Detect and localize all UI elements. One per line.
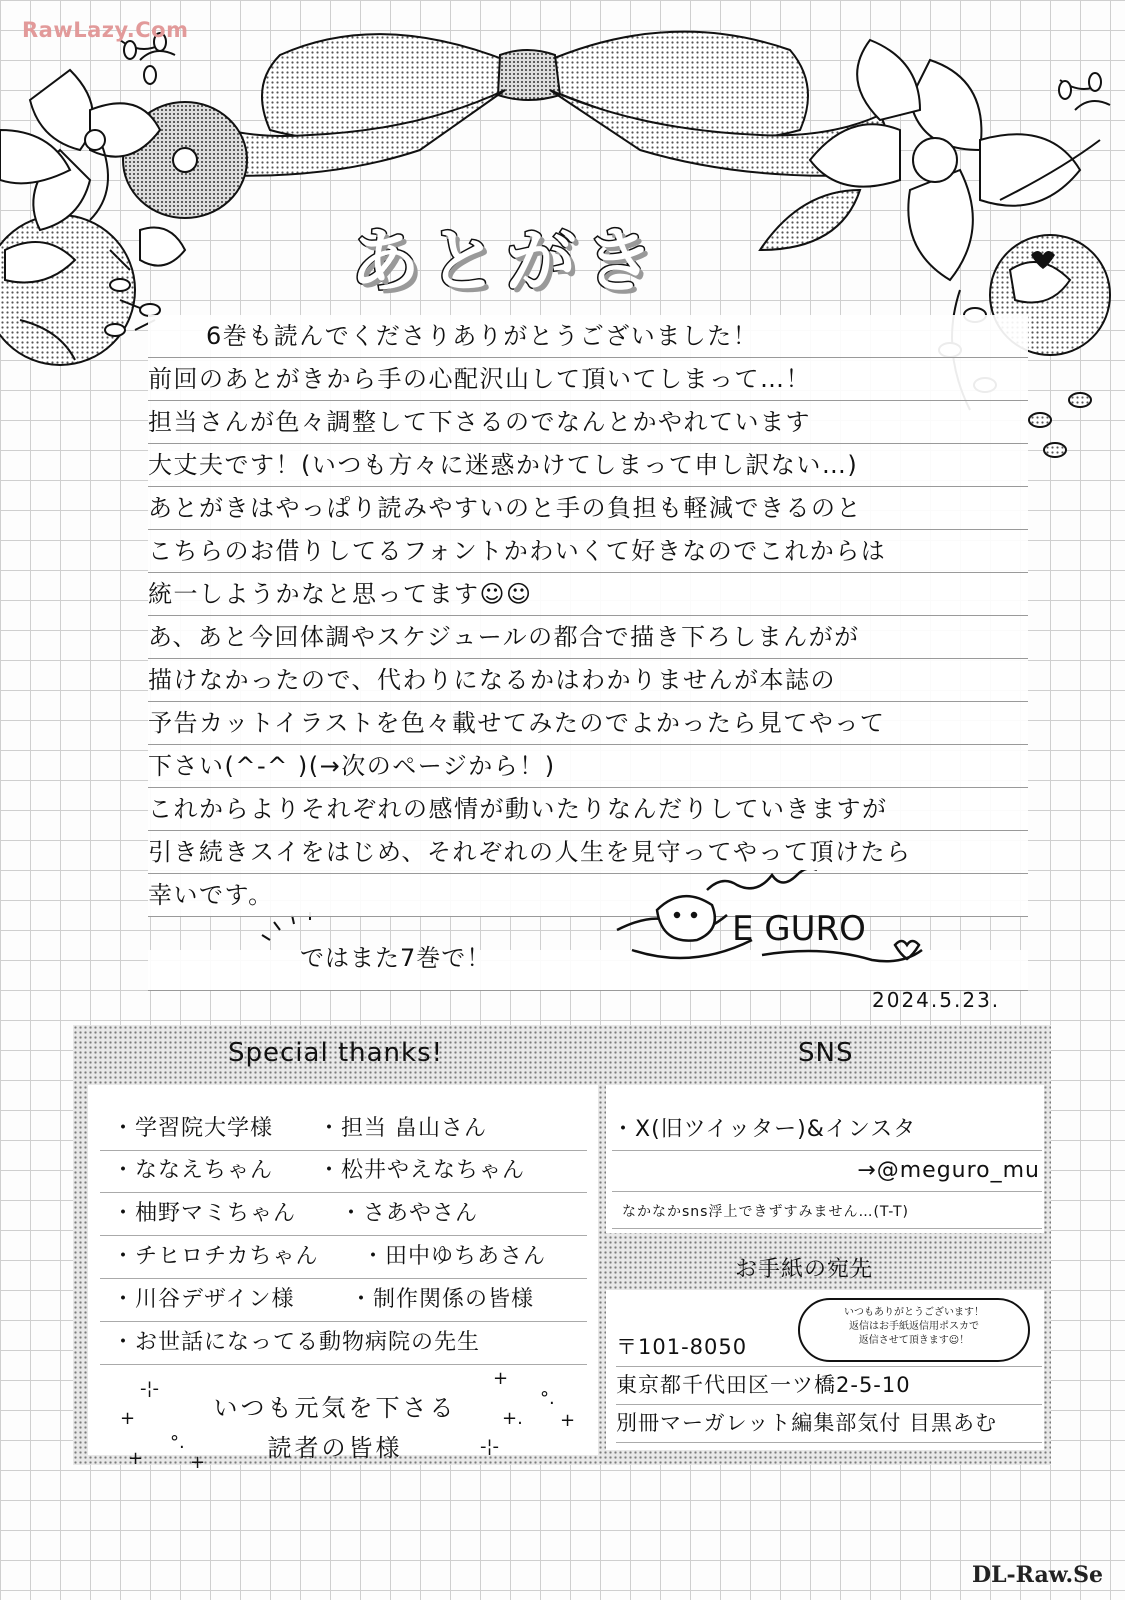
letter-line: 前回のあとがきから手の心配沢山して頂いてしまって…！	[148, 358, 1028, 401]
letter-date: 2024.5.23.	[872, 988, 1001, 1012]
thanks-name: ・ななえちゃん	[112, 1158, 274, 1183]
sparkle-icon: +	[128, 1448, 144, 1469]
thanks-name: ・さあやさん	[340, 1201, 479, 1226]
thanks-name: ・柚野マミちゃん	[112, 1201, 297, 1226]
letter-line: 大丈夫です！(いつも方々に迷惑かけてしまって申し訳ない…)	[148, 444, 1028, 487]
sparkle-icon: °.	[170, 1432, 185, 1453]
bubble-line: 返信させて頂きます☺！	[858, 1335, 970, 1346]
sparkle-icon: -¦-	[480, 1436, 500, 1457]
thanks-name: ・川谷デザイン様	[112, 1287, 295, 1312]
letter-line: あ、あと今回体調やスケジュールの都合で描き下ろしまんがが	[148, 616, 1028, 659]
letter-line: 6巻も読んでくださりありがとうございました！	[148, 315, 1028, 358]
mail-address: 東京都千代田区一ツ橋2-5-10	[616, 1366, 1042, 1405]
postal-code: 〒101-8050	[616, 1328, 1042, 1367]
thanks-row	[100, 1236, 587, 1279]
sparkle-icon: +	[190, 1452, 206, 1473]
letter-line: 担当さんが色々調整して下さるのでなんとかやれています	[148, 401, 1028, 444]
author-signature	[612, 870, 942, 980]
sns-heading: SNS	[798, 1038, 854, 1068]
sparkle-icon: +.	[502, 1408, 523, 1429]
ribbon-bow	[193, 32, 887, 176]
readers-line: 読者の皆様	[267, 1434, 403, 1462]
letter-line: 描けなかったので、代わりになるかはわかりませんが本誌の	[148, 659, 1028, 702]
page-title: あとがき	[350, 220, 662, 302]
letter-line: これからよりそれぞれの感情が動いたりなんだりしていきますが	[148, 788, 1028, 831]
letter-body	[148, 315, 1028, 917]
thanks-name: ・松井やえなちゃん	[318, 1158, 526, 1183]
sparkle-icon: +	[120, 1408, 136, 1429]
thanks-name: ・お世話になってる動物病院の先生	[112, 1330, 481, 1355]
sign-off-text: ではまた7巻で！	[300, 944, 492, 972]
letter-line: 予告カットイラストを色々載せてみたのでよかったら見てやって	[148, 702, 1028, 745]
thanks-row	[100, 1193, 587, 1236]
thanks-row	[100, 1150, 587, 1193]
letter-line: こちらのお借りしてるフォントかわいくて好きなのでこれからは	[148, 530, 1028, 573]
bubble-line: いつもありがとうございます！	[844, 1307, 984, 1318]
readers-line: いつも元気を下さる	[213, 1394, 457, 1422]
sparkle-icon: +	[560, 1410, 576, 1431]
mail-recipient: 別冊マーガレット編集部気付 目黒あむ	[616, 1404, 1042, 1443]
thanks-name: ・田中ゆちあさん	[362, 1244, 547, 1269]
mail-heading: お手紙の宛先	[735, 1257, 874, 1282]
sparkle-icon: -¦-	[140, 1378, 160, 1399]
thanks-row	[100, 1108, 587, 1151]
sns-accounts-label: ・X(旧ツイッター)&インスタ	[612, 1110, 1042, 1151]
letter-line: 引き続きスイをはじめ、それぞれの人生を見守ってやって頂けたら	[148, 831, 1028, 874]
thanks-name: ・学習院大学様	[112, 1116, 274, 1141]
thanks-name: ・制作関係の皆様	[350, 1287, 535, 1312]
bubble-line: 返信はお手紙返信用ポスカで	[849, 1321, 979, 1332]
special-thanks-heading: Special thanks!	[228, 1038, 444, 1068]
sns-handle: →@meguro_mu	[612, 1150, 1042, 1192]
thanks-name: ・担当 畠山さん	[318, 1116, 487, 1141]
letter-line: あとがきはやっぱり読みやすいのと手の負担も軽減できるのと	[148, 487, 1028, 530]
readers-thanks	[200, 1388, 470, 1468]
sparkle-icon: +	[493, 1368, 509, 1389]
signature-text: E GURO	[732, 909, 866, 949]
sns-note: なかなかsns浮上できずすみません…(T-T)	[612, 1195, 1042, 1229]
watermark-top: RawLazy.Com	[22, 18, 189, 42]
letter-line: 下さい(^-^ )(→次のページから！)	[148, 745, 1028, 788]
sparkle-icon: °.	[540, 1388, 555, 1409]
letter-line: 幸いです。	[148, 874, 1028, 917]
thanks-row	[100, 1322, 587, 1365]
watermark-bottom: DL-Raw.Se	[972, 1562, 1103, 1588]
letter-line: 統一しようかなと思ってます☺☺	[148, 573, 1028, 616]
thanks-row	[100, 1279, 587, 1322]
thanks-name: ・チヒロチカちゃん	[112, 1244, 319, 1269]
